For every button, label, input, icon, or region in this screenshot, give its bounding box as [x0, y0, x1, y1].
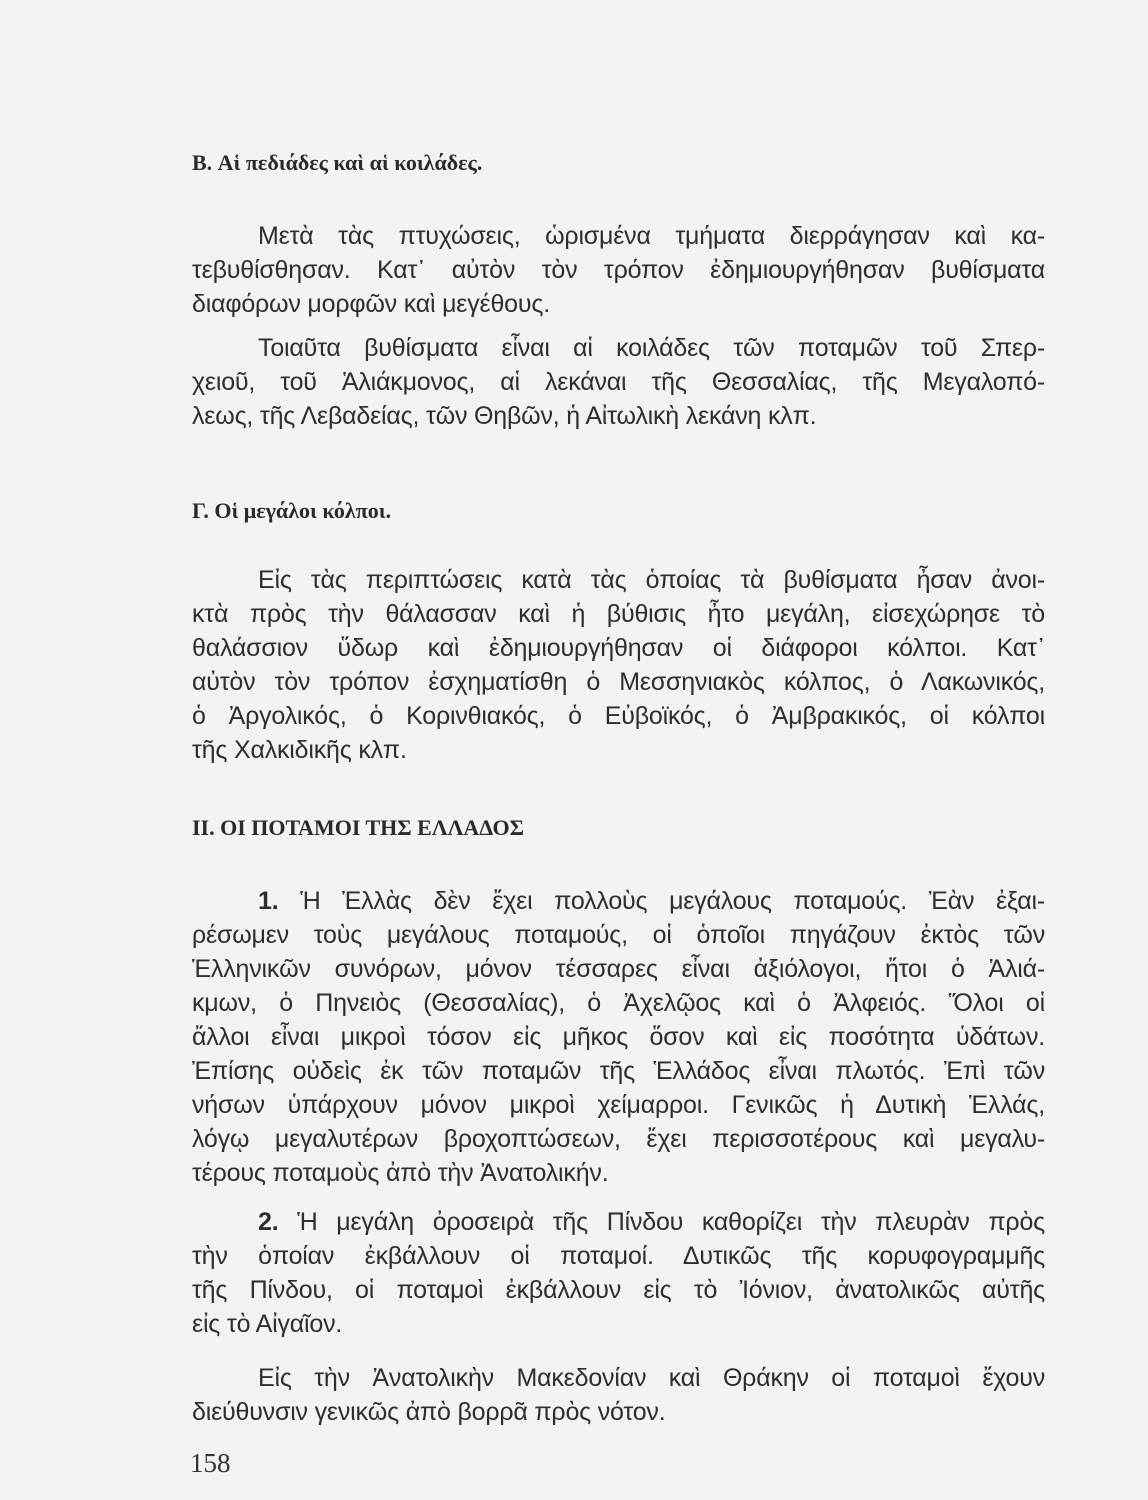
paragraph-line: Εἰς τὴν Ἀνατολικὴν Μακεδονίαν καὶ Θράκην οἱ ποταμοὶ ἔχουν: [258, 1364, 1045, 1392]
paragraph-line: Ἑλληνικῶν συνόρων, μόνον τέσσαρες εἶναι ἀξιόλογοι, ἤτοι ὁ Ἁλιά-: [192, 955, 1045, 983]
page-number: 158: [190, 1448, 231, 1478]
section-heading: B. Αἱ πεδιάδες καὶ αἱ κοιλάδες.: [192, 150, 483, 175]
paragraph-line: διαφόρων μορφῶν καὶ μεγέθους.: [192, 290, 550, 318]
paragraph-line: λεως, τῆς Λεβαδείας, τῶν Θηβῶν, ἡ Αἰτωλικὴ λεκάνη κλπ.: [192, 402, 817, 430]
paragraph-line: λόγῳ μεγαλυτέρων βροχοπτώσεων, ἔχει περισσοτέρους καὶ μεγαλυ-: [192, 1125, 1045, 1153]
item-number: 1.: [258, 887, 301, 915]
paragraph-line: τῆς Χαλκιδικῆς κλπ.: [192, 736, 407, 764]
line-text: Ἡ Ἑλλὰς δὲν ἔχει πολλοὺς μεγάλους ποταμούς. Ἐὰν ἐξαι-: [300, 887, 1045, 915]
paragraph-line: [258, 1206, 1045, 1238]
section-heading: Γ. Οἱ μεγάλοι κόλποι.: [192, 498, 392, 523]
paragraph-line: θαλάσσιον ὕδωρ καὶ ἐδημιουργήθησαν οἱ διάφοροι κόλποι. Κατ᾽: [192, 634, 1045, 662]
item-number: 2.: [258, 1208, 298, 1236]
paragraph-line: Τοιαῦτα βυθίσματα εἶναι αἱ κοιλάδες τῶν ποταμῶν τοῦ Σπερ-: [258, 334, 1045, 362]
paragraph-line: τεβυθίσθησαν. Κατ᾽ αὐτὸν τὸν τρόπον ἐδημιουργήθησαν βυθίσματα: [192, 256, 1045, 284]
paragraph-line: διεύθυνσιν γενικῶς ἀπὸ βορρᾶ πρὸς νότον.: [192, 1398, 666, 1426]
paragraph-line: ὁ Ἀργολικός, ὁ Κορινθιακός, ὁ Εὐβοϊκός, ὁ Ἀμβρακικός, οἱ κόλποι: [192, 702, 1045, 730]
paragraph-line: Εἰς τὰς περιπτώσεις κατὰ τὰς ὁποίας τὰ βυθίσματα ἦσαν ἀνοι-: [258, 566, 1045, 594]
line-text: Ἡ μεγάλη ὀροσειρὰ τῆς Πίνδου καθορίζει τὴν πλευρὰν πρὸς: [297, 1208, 1045, 1236]
paragraph-line: τέρους ποταμοὺς ἀπὸ τὴν Ἀνατολικήν.: [192, 1159, 609, 1187]
paragraph-line: [258, 885, 1045, 917]
paragraph-line: ρέσωμεν τοὺς μεγάλους ποταμούς, οἱ ὁποῖοι πηγάζουν ἐκτὸς τῶν: [192, 921, 1045, 949]
paragraph-line: ἄλλοι εἶναι μικροὶ τόσον εἰς μῆκος ὅσον καὶ εἰς ποσότητα ὑδάτων.: [192, 1023, 1045, 1051]
paragraph-line: αὐτὸν τὸν τρόπον ἐσχηματίσθη ὁ Μεσσηνιακὸς κόλπος, ὁ Λακωνικός,: [192, 668, 1045, 696]
paragraph-line: Μετὰ τὰς πτυχώσεις, ὡρισμένα τμήματα διερράγησαν καὶ κα-: [258, 222, 1045, 250]
paragraph-line: χειοῦ, τοῦ Ἁλιάκμονος, αἱ λεκάναι τῆς Θεσσαλίας, τῆς Μεγαλοπό-: [192, 368, 1045, 396]
paragraph-line: Ἐπίσης οὐδεὶς ἐκ τῶν ποταμῶν τῆς Ἑλλάδος εἶναι πλωτός. Ἐπὶ τῶν: [192, 1057, 1045, 1085]
paragraph-line: κμων, ὁ Πηνειὸς (Θεσσαλίας), ὁ Ἀχελῷος καὶ ὁ Ἀλφειός. Ὅλοι οἱ: [192, 989, 1045, 1017]
paragraph-line: τῆς Πίνδου, οἱ ποταμοὶ ἐκβάλλουν εἰς τὸ Ἰόνιον, ἀνατολικῶς αὐτῆς: [192, 1276, 1045, 1304]
section-heading: II. ΟΙ ΠΟΤΑΜΟΙ ΤΗΣ ΕΛΛΑΔΟΣ: [192, 815, 525, 840]
paragraph-line: νήσων ὑπάρχουν μόνον μικροὶ χείμαρροι. Γενικῶς ἡ Δυτικὴ Ἑλλάς,: [192, 1091, 1045, 1119]
paragraph-line: εἰς τὸ Αἰγαῖον.: [192, 1310, 343, 1338]
paragraph-line: τὴν ὁποίαν ἐκβάλλουν οἱ ποταμοί. Δυτικῶς τῆς κορυφογραμμῆς: [192, 1242, 1045, 1270]
paragraph-line: κτὰ πρὸς τὴν θάλασσαν καὶ ἡ βύθισις ἦτο μεγάλη, εἰσεχώρησε τὸ: [192, 600, 1045, 628]
